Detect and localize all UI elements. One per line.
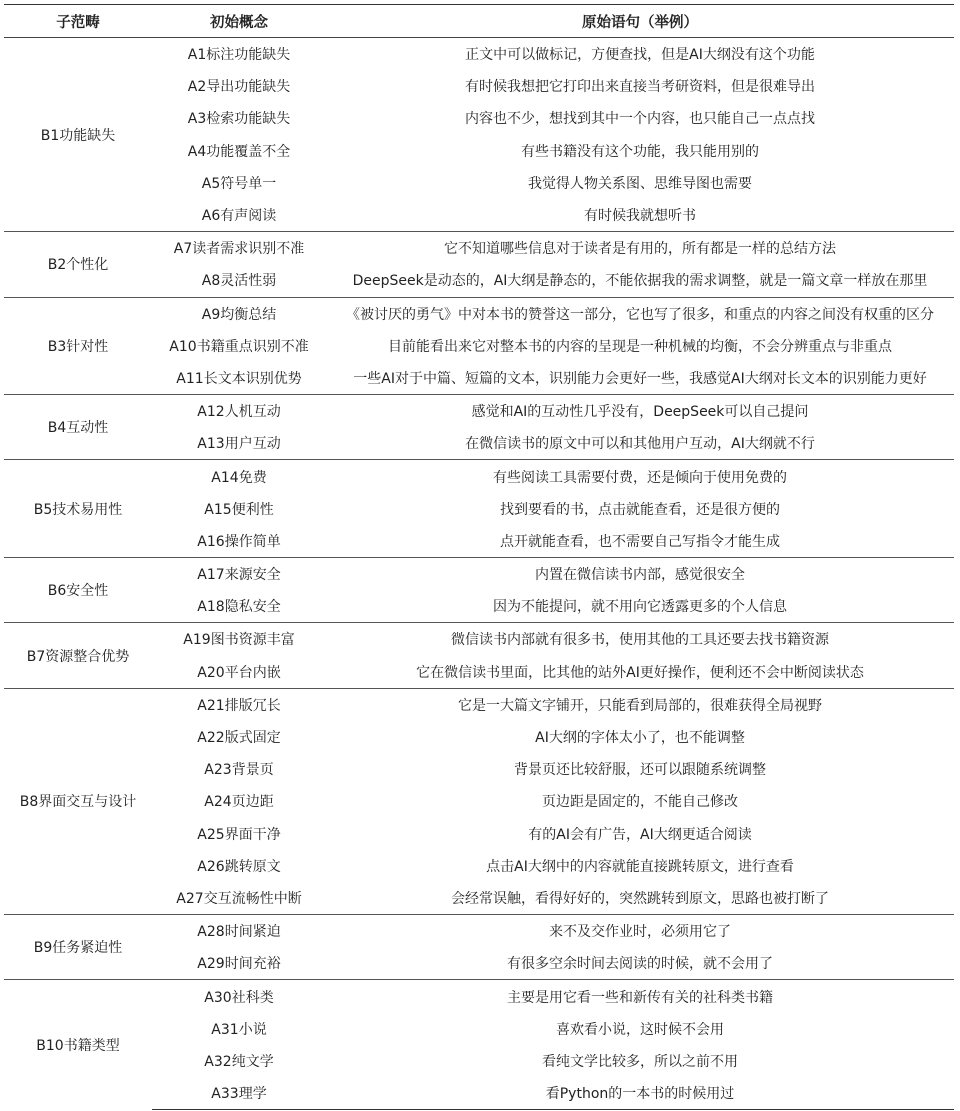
- statement-cell: 找到要看的书，点击就能查看，还是很方便的: [500, 501, 780, 518]
- concept-cell: A8灵活性弱: [201, 273, 277, 290]
- concept-cell: A16操作简单: [197, 533, 281, 550]
- subcategory-cell: B1功能缺失: [4, 38, 152, 232]
- concept-cell: A6有声阅读: [201, 208, 277, 225]
- subcategory-cell: B10书籍类型: [4, 980, 152, 1110]
- statement-cell: 目前能看出来它对整本书的内容的呈现是一种机械的均衡，不会分辨重点与非重点: [388, 338, 892, 355]
- statement-cell: 页边距是固定的，不能自己修改: [542, 794, 738, 811]
- statement-cell: 主要是用它看一些和新传有关的社科类书籍: [326, 980, 954, 1013]
- concept-cell: A23背景页: [204, 762, 274, 779]
- concept-cell: A19图书资源丰富: [152, 623, 326, 656]
- concept-cell: A15便利性: [204, 501, 274, 518]
- table-row: [4, 232, 954, 265]
- header-original-statement: 原始语句（举例）: [326, 5, 954, 38]
- concept-cell: A25界面干净: [197, 826, 281, 843]
- statement-cell: 正文中可以做标记，方便查找，但是AI大纲没有这个功能: [326, 38, 954, 71]
- statement-cell: 点开就能查看，也不需要自己写指令才能生成: [500, 533, 780, 550]
- concept-cell: A14免费: [152, 460, 326, 493]
- concept-cell: A17来源安全: [152, 558, 326, 591]
- statement-cell: 有时候我想把它打印出来直接当考研资料，但是很难导出: [465, 79, 815, 96]
- statement-cell: 内容也不少，想找到其中一个内容，也只能自己一点点找: [465, 111, 815, 128]
- concept-cell: A1标注功能缺失: [152, 38, 326, 71]
- concept-cell: A31小说: [211, 1021, 267, 1038]
- subcategory-cell: B2个性化: [4, 232, 152, 297]
- concept-cell: A18隐私安全: [197, 599, 281, 616]
- table-row: [4, 460, 954, 493]
- concept-cell: A21排版冗长: [152, 688, 326, 721]
- statement-cell: 在微信读书的原文中可以和其他用户互动，AI大纲就不行: [465, 436, 815, 453]
- concept-cell: A10书籍重点识别不准: [169, 338, 309, 355]
- statement-cell: 有些阅读工具需要付费，还是倾向于使用免费的: [326, 460, 954, 493]
- concept-cell: A2导出功能缺失: [187, 79, 291, 96]
- statement-cell: 背景页还比较舒服，还可以跟随系统调整: [514, 762, 766, 779]
- table-header: [4, 5, 954, 38]
- statement-cell: 内置在微信读书内部，感觉很安全: [326, 558, 954, 591]
- table-row: [4, 558, 954, 591]
- coding-table: [4, 4, 954, 1110]
- table-row: [4, 38, 954, 71]
- statement-cell: 它不知道哪些信息对于读者是有用的，所有都是一样的总结方法: [326, 232, 954, 265]
- concept-cell: A30社科类: [152, 980, 326, 1013]
- table-row: [4, 688, 954, 721]
- concept-cell: A13用户互动: [197, 436, 281, 453]
- subcategory-cell: B6安全性: [4, 558, 152, 623]
- concept-cell: A7读者需求识别不准: [152, 232, 326, 265]
- statement-cell: AI大纲的字体太小了，也不能调整: [535, 730, 745, 747]
- statement-cell: 看Python的一本书的时候用过: [326, 1077, 954, 1110]
- header-initial-concept: 初始概念: [152, 5, 326, 38]
- concept-cell: A3检索功能缺失: [187, 111, 291, 128]
- statement-cell: 《被讨厌的勇气》中对本书的赞誉这一部分，它也写了很多，和重点的内容之间没有权重的区分: [326, 297, 954, 330]
- concept-cell: A22版式固定: [197, 730, 281, 747]
- concept-cell: A9均衡总结: [152, 297, 326, 330]
- table-row: [4, 980, 954, 1013]
- subcategory-cell: B3针对性: [4, 297, 152, 395]
- statement-cell: DeepSeek是动态的，AI大纲是静态的，不能依据我的需求调整，就是一篇文章一样放在那里: [352, 273, 928, 290]
- concept-cell: A32纯文学: [204, 1053, 274, 1070]
- concept-cell: A5符号单一: [201, 175, 277, 192]
- concept-cell: A4功能覆盖不全: [187, 143, 291, 160]
- table-body: [4, 38, 954, 1110]
- statement-cell: 有很多空余时间去阅读的时候，就不会用了: [507, 956, 773, 973]
- concept-cell: A33理学: [152, 1077, 326, 1110]
- statement-cell: 有的AI会有广告，AI大纲更适合阅读: [528, 826, 752, 843]
- table-row: [4, 915, 954, 948]
- statement-cell: 来不及交作业时，必须用它了: [326, 915, 954, 948]
- concept-cell: A29时间充裕: [197, 956, 281, 973]
- subcategory-cell: B4互动性: [4, 395, 152, 460]
- concept-cell: A24页边距: [204, 794, 274, 811]
- table-row: [4, 297, 954, 330]
- subcategory-cell: B5技术易用性: [4, 460, 152, 558]
- concept-cell: A28时间紧迫: [152, 915, 326, 948]
- statement-cell: 有时候我就想听书: [584, 208, 696, 225]
- statement-cell: 喜欢看小说，这时候不会用: [556, 1021, 724, 1038]
- subcategory-cell: B7资源整合优势: [4, 623, 152, 688]
- concept-cell: A11长文本识别优势: [176, 370, 302, 387]
- statement-cell: 会经常误触，看得好好的，突然跳转到原文，思路也被打断了: [451, 890, 829, 907]
- concept-cell: A12人机互动: [152, 395, 326, 428]
- statement-cell: 因为不能提问，就不用向它透露更多的个人信息: [493, 599, 787, 616]
- statement-cell: 一些AI对于中篇、短篇的文本，识别能力会更好一些，我感觉AI大纲对长文本的识别能力更好: [353, 370, 927, 387]
- statement-cell: 点击AI大纲中的内容就能直接跳转原文，进行查看: [486, 858, 794, 875]
- subcategory-cell: B8界面交互与设计: [4, 688, 152, 914]
- statement-cell: 它是一大篇文字铺开，只能看到局部的，很难获得全局视野: [326, 688, 954, 721]
- concept-cell: A20平台内嵌: [197, 664, 281, 681]
- statement-cell: 感觉和AI的互动性几乎没有，DeepSeek可以自己提问: [326, 395, 954, 428]
- coding-table-container: [4, 4, 954, 1110]
- table-row: [4, 623, 954, 656]
- statement-cell: 有些书籍没有这个功能，我只能用别的: [521, 143, 759, 160]
- statement-cell: 看纯文学比较多，所以之前不用: [542, 1053, 738, 1070]
- concept-cell: A27交互流畅性中断: [176, 890, 302, 907]
- statement-cell: 我觉得人物关系图、思维导图也需要: [528, 175, 752, 192]
- header-subcategory: 子范畴: [4, 5, 152, 38]
- table-row: [4, 395, 954, 428]
- statement-cell: 它在微信读书里面，比其他的站外AI更好操作，便利还不会中断阅读状态: [416, 664, 864, 681]
- statement-cell: 微信读书内部就有很多书，使用其他的工具还要去找书籍资源: [326, 623, 954, 656]
- concept-cell: A26跳转原文: [197, 858, 281, 875]
- subcategory-cell: B9任务紧迫性: [4, 915, 152, 980]
- header-row: [4, 5, 954, 38]
